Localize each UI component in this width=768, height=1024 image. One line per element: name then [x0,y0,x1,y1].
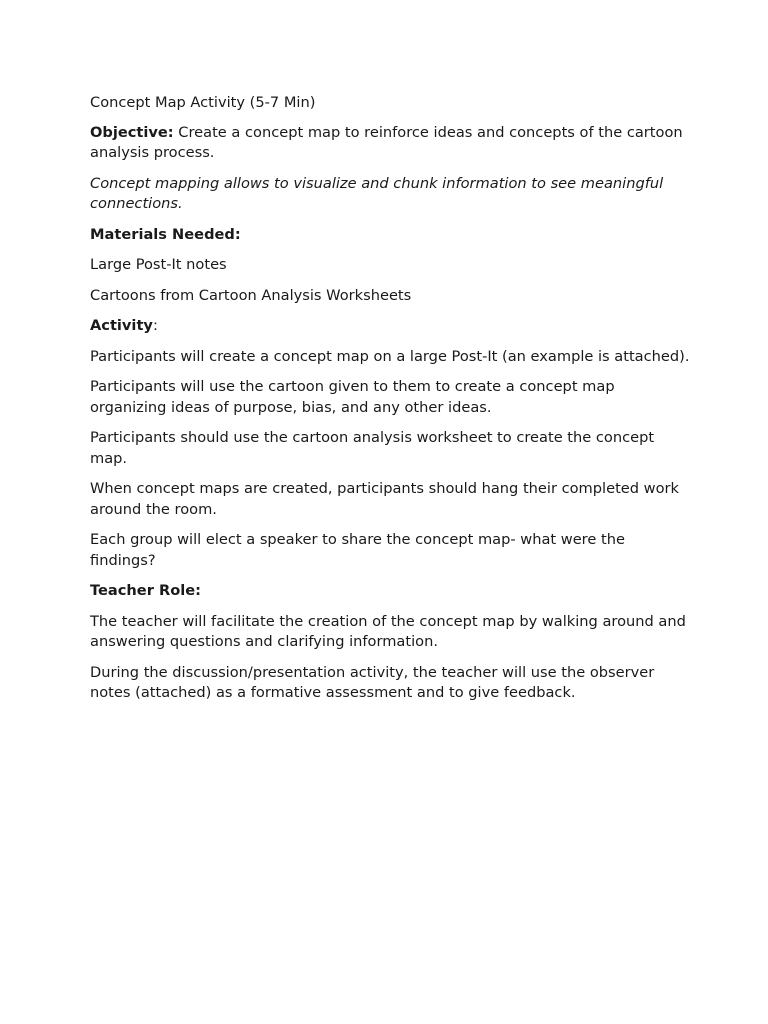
activity-step: Participants will create a concept map on a large Post-It (an example is attached). [90,347,690,365]
activity-step: Participants should use the cartoon analysis worksheet to create the concept map. [90,429,655,467]
teacher-role-item: During the discussion/presentation activity, the teacher will use the observer notes (attached) as a formative assessment and to give feedback. [90,663,655,701]
objective-text: Create a concept map to reinforce ideas and concepts of the cartoon analysis process. [90,123,683,161]
document-page [90,93,690,714]
teacher-role-heading: Teacher Role: [90,582,201,599]
materials-heading: Materials Needed: [90,225,241,243]
activity-step: When concept maps are created, participants should hang their completed work around the room. [90,480,679,518]
activity-label: Activity [90,317,153,334]
concept-mapping-note: Concept mapping allows to visualize and chunk information to see meaningful connections. [90,174,664,212]
objective-label: Objective: [90,123,174,141]
materials-item: Cartoons from Cartoon Analysis Worksheets [90,286,412,304]
teacher-role-item: The teacher will facilitate the creation of the concept map by walking around and answering questions and clarifying information. [90,612,686,650]
activity-step: Each group will elect a speaker to share the concept map- what were the findings? [90,531,625,569]
objective-paragraph [90,123,690,164]
activity-colon: : [152,317,158,334]
materials-item: Large Post-It notes [90,256,227,273]
activity-heading [90,316,690,337]
activity-step: Participants will use the cartoon given to them to create a concept map organizing ideas of purpose, bias, and any other ideas. [90,378,615,416]
document-title: Concept Map Activity (5-7 Min) [90,94,316,111]
